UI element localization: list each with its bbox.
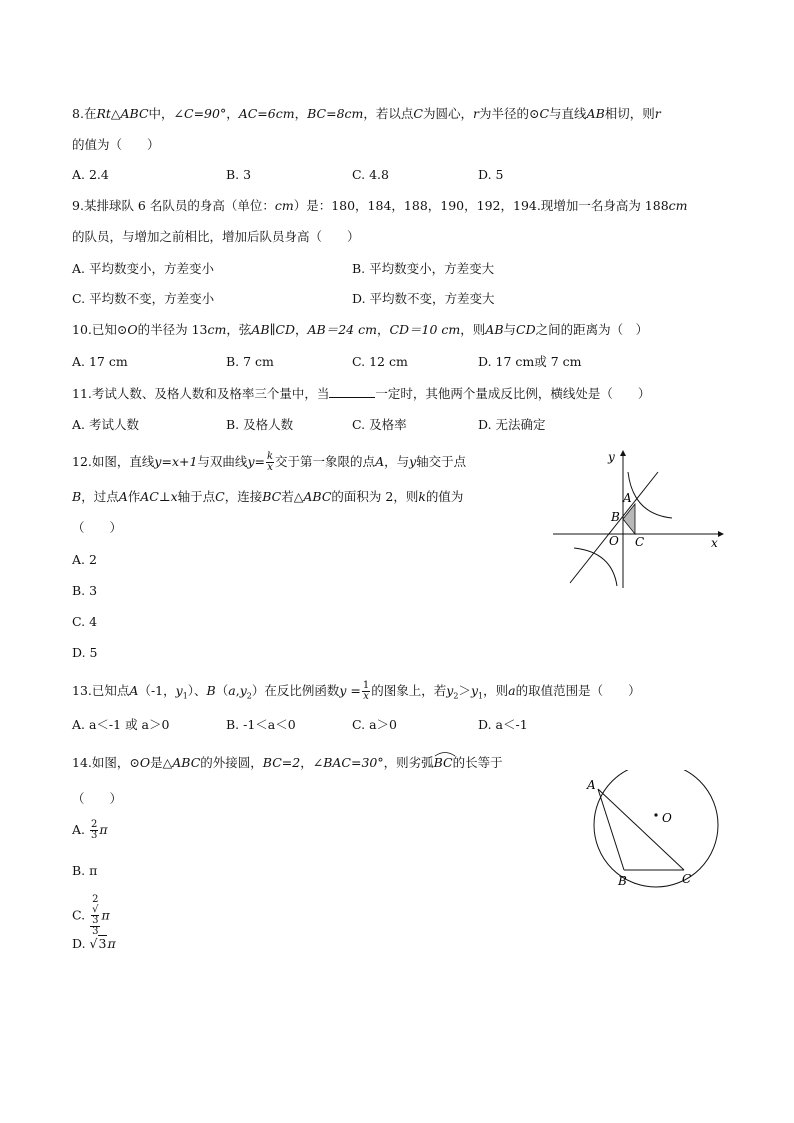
q12-option-c[interactable]: C. 4 (72, 614, 98, 629)
q11-option-b[interactable]: B. 及格人数 (226, 417, 294, 432)
point-b-label: B (611, 510, 620, 524)
q8-line2: 的值为（ ） (72, 137, 160, 152)
x-axis-label: x (711, 536, 718, 550)
q13-option-b[interactable]: B. -1＜a＜0 (226, 717, 296, 732)
y-axis-arrow (620, 450, 626, 456)
q10-line1: 10.已知⊙O的半径为 13cm，弦AB∥CD，AB＝24 cm，CD＝10 cm，则AB与CD之间的距离为（ ） (72, 322, 649, 337)
q12-line1: 12.如图，直线y=x+1与双曲线y= $\frac{k}{x}$ 交于第一象限的点A，与y轴交于点 (72, 451, 467, 473)
two-root-three-over-three: 2 √ 3 3 (92, 894, 99, 937)
q8-option-c[interactable]: C. 4.8 (352, 167, 389, 182)
q14-option-c[interactable]: C. 2 √ 3 3 π (72, 894, 110, 937)
one-over-x-fraction: $\frac{1}{x}$ (362, 680, 370, 702)
q11-option-c[interactable]: C. 及格率 (352, 417, 407, 432)
point-c-label: C (682, 872, 692, 886)
q9-number: 9. (72, 198, 84, 213)
k-over-x-fraction: $\frac{k}{x}$ (266, 451, 274, 473)
arc-symbol (434, 751, 456, 757)
q9-option-a[interactable]: A. 平均数变小，方差变小 (72, 261, 214, 276)
q12-coordinate-figure (550, 448, 730, 592)
q13-option-d[interactable]: D. a＜-1 (478, 717, 528, 732)
q11-line1: 11.考试人数、及格人数和及格率三个量中，当 一定时，其他两个量成反比例，横线处是（ ） (72, 386, 651, 401)
q11-number: 11. (72, 386, 92, 401)
circumcircle (594, 770, 718, 887)
q12-option-d[interactable]: D. 5 (72, 645, 98, 660)
origin-label: O (609, 534, 619, 548)
q13-option-a[interactable]: A. a＜-1 或 a＞0 (72, 717, 170, 732)
arc-bc: BC (434, 755, 453, 771)
q9-line2: 的队员，与增加之前相比，增加后队员身高（ ） (72, 229, 360, 244)
q14-option-d[interactable]: D. √3π (72, 936, 116, 951)
center-o-label: O (662, 811, 672, 825)
x-axis-arrow (718, 531, 724, 537)
q9-option-b[interactable]: B. 平均数变小，方差变大 (352, 261, 495, 276)
q14-line1: 14.如图，⊙O是△ABC的外接圆，BC=2，∠BAC=30°，则劣弧 BC的长等于 (72, 755, 503, 771)
q14-circle-figure (580, 770, 730, 894)
point-c-label: C (635, 535, 645, 549)
q10-option-b[interactable]: B. 7 cm (226, 354, 274, 369)
q10-option-d[interactable]: D. 17 cm或 7 cm (478, 354, 582, 369)
q8-option-a[interactable]: A. 2.4 (72, 167, 109, 182)
q13-line1: 13.已知点A（-1，$y_1$）、$B(a,y_2)$在反比例函数y = $\frac{1}{x}$ 的图象上，若$y_2>y_1$，则a的取值范围是（ ） (72, 680, 641, 702)
q13-number: 13. (72, 683, 92, 698)
hyperbola-branch-2 (574, 548, 617, 586)
q9-line1: 9.某排球队 6 名队员的身高（单位：cm）是：180，184，188，190，192，194.现增加一名身高为 188cm (72, 198, 688, 213)
y-axis-label: y (608, 450, 615, 464)
point-b-label: B (618, 874, 627, 888)
center-point (654, 813, 657, 816)
point-a-label: A (623, 491, 632, 505)
q10-option-c[interactable]: C. 12 cm (352, 354, 408, 369)
q12-option-a[interactable]: A. 2 (72, 552, 97, 567)
q8-number: 8. (72, 106, 84, 121)
q14-option-a[interactable]: A. $\frac{2}{3}$ π (72, 819, 108, 841)
q8-option-d[interactable]: D. 5 (478, 167, 504, 182)
q14-number: 14. (72, 755, 92, 770)
q9-option-d[interactable]: D. 平均数不变，方差变大 (352, 291, 495, 306)
q11-option-d[interactable]: D. 无法确定 (478, 417, 546, 432)
q12-option-b[interactable]: B. 3 (72, 583, 98, 598)
fill-in-blank[interactable] (329, 386, 375, 398)
q8-line1: 8.在Rt△ABC中，∠C=90°，AC=6cm，BC=8cm，若以点C为圆心，r为半径的⊙C与直线AB相切，则r (72, 106, 661, 121)
q14-option-b[interactable]: B. π (72, 863, 98, 878)
q10-number: 10. (72, 322, 92, 337)
q13-option-c[interactable]: C. a＞0 (352, 717, 397, 732)
q12-line2: B，过点A作AC⊥x轴于点C，连接BC若△ABC的面积为 2，则k的值为 (72, 489, 464, 504)
q12-line3: （ ） (72, 520, 123, 535)
q12-number: 12. (72, 454, 92, 469)
q14-line2: （ ） (72, 791, 123, 806)
q10-option-a[interactable]: A. 17 cm (72, 354, 128, 369)
two-thirds-fraction: $\frac{2}{3}$ (91, 819, 98, 841)
q8-option-b[interactable]: B. 3 (226, 167, 252, 182)
point-a-label: A (587, 778, 596, 792)
line-y-equals-x-plus-1 (570, 472, 658, 583)
q11-option-a[interactable]: A. 考试人数 (72, 417, 139, 432)
q9-option-c[interactable]: C. 平均数不变，方差变小 (72, 291, 215, 306)
